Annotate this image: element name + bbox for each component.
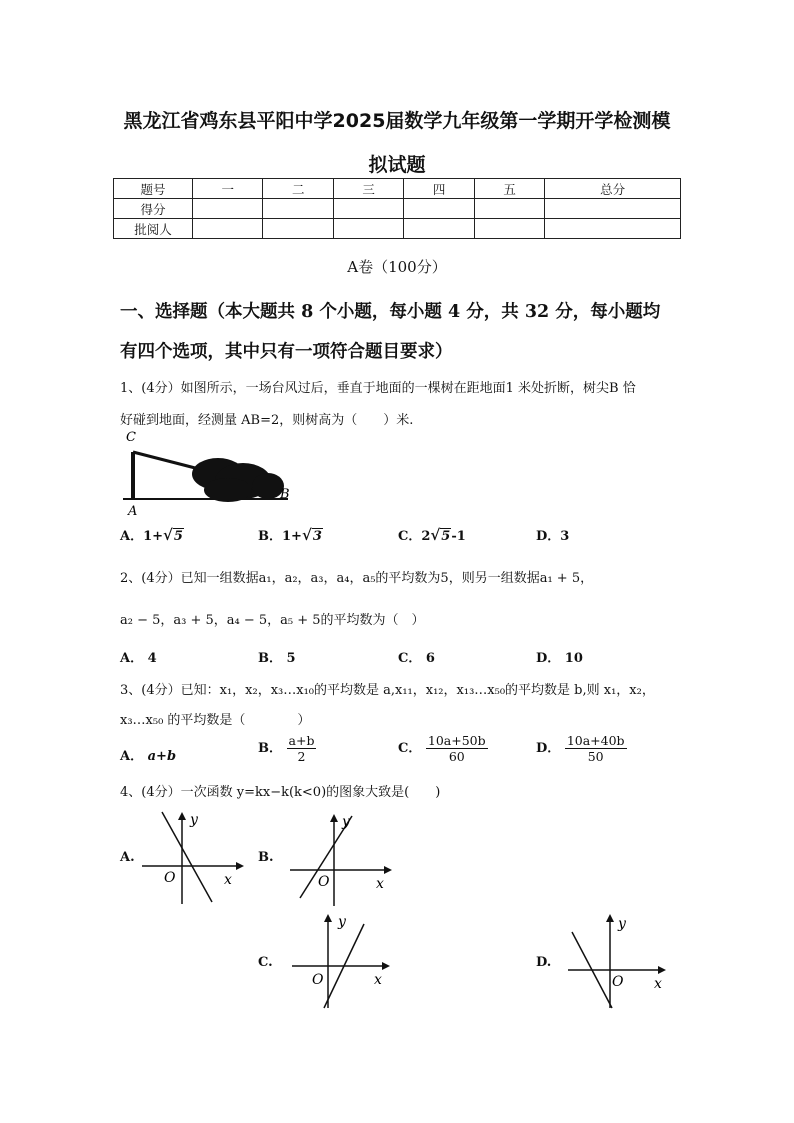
table-cell: 得分 bbox=[114, 199, 193, 219]
question-3-line2: x₃…x₅₀ 的平均数是（ ） bbox=[120, 713, 311, 728]
score-input-cell bbox=[333, 199, 403, 219]
table-cell: 五 bbox=[474, 179, 544, 199]
table-cell: 总分 bbox=[545, 179, 681, 199]
table-cell: 二 bbox=[263, 179, 333, 199]
graph-option-c bbox=[290, 910, 400, 1010]
function-line bbox=[162, 812, 212, 902]
score-input-cell bbox=[404, 219, 474, 239]
q4-option-c-label: C. bbox=[258, 955, 273, 970]
question-1-line2: 好碰到地面，经测量 AB=2，则树高为（ ）米. bbox=[120, 413, 414, 428]
svg-text:x: x bbox=[374, 972, 382, 988]
svg-text:y: y bbox=[342, 814, 350, 830]
score-table bbox=[113, 178, 681, 239]
label-c: C bbox=[126, 430, 136, 445]
q1-option-d: D．3 bbox=[536, 529, 570, 544]
score-input-cell bbox=[193, 219, 263, 239]
graph-option-d bbox=[566, 910, 676, 1010]
broken-top bbox=[133, 452, 203, 470]
q1-option-a: A．1+√5 bbox=[120, 526, 183, 544]
page-title-line2: 拟试题 bbox=[368, 154, 426, 176]
table-cell: 批阅人 bbox=[114, 219, 193, 239]
table-cell: 一 bbox=[193, 179, 263, 199]
svg-text:y: y bbox=[618, 916, 626, 932]
table-row bbox=[114, 179, 681, 199]
q1-option-c: C．2√5-1 bbox=[398, 526, 466, 544]
q2-option-c: C． 6 bbox=[398, 651, 435, 666]
section-heading-line1: 一、选择题（本大题共 8 个小题，每小题 4 分，共 32 分，每小题均 bbox=[120, 302, 661, 322]
score-input-cell bbox=[474, 199, 544, 219]
q4-option-d-label: D. bbox=[536, 955, 552, 970]
score-input-cell bbox=[545, 199, 681, 219]
table-row bbox=[114, 199, 681, 219]
label-a: A bbox=[128, 504, 138, 518]
table-row bbox=[114, 219, 681, 239]
question-2-line2: a₂ − 5，a₃ + 5，a₄ − 5，a₅ + 5的平均数为（ ） bbox=[120, 613, 425, 628]
question-3-line1: 3、(4分）已知：x₁，x₂，x₃…x₁₀的平均数是 a,x₁₁，x₁₂，x₁₃…x₅₀的平均数是 b,则 x₁，x₂， bbox=[120, 683, 655, 698]
svg-text:x: x bbox=[224, 872, 232, 888]
svg-text:O: O bbox=[164, 870, 176, 886]
q2-option-d: D． 10 bbox=[536, 651, 583, 666]
score-input-cell bbox=[263, 199, 333, 219]
section-heading-line2: 有四个选项，其中只有一项符合题目要求） bbox=[120, 342, 453, 362]
label-b: B bbox=[280, 487, 290, 502]
q2-option-a: A． 4 bbox=[120, 651, 157, 666]
q3-option-a: A． a+b bbox=[120, 749, 177, 764]
graph-option-a bbox=[140, 806, 250, 906]
question-2-line1: 2、(4分）已知一组数据a₁，a₂，a₃，a₄，a₅的平均数为5，则另一组数据a₁ + 5， bbox=[120, 571, 594, 586]
q2-option-b: B． 5 bbox=[258, 651, 296, 666]
score-input-cell bbox=[404, 199, 474, 219]
svg-text:O: O bbox=[312, 972, 324, 988]
svg-text:y: y bbox=[338, 914, 346, 930]
svg-text:O: O bbox=[318, 874, 330, 890]
tree-crown bbox=[192, 458, 284, 502]
score-input-cell bbox=[263, 219, 333, 239]
svg-text:y: y bbox=[190, 812, 198, 828]
table-cell: 四 bbox=[404, 179, 474, 199]
question-1-line1: 1、(4分）如图所示，一场台风过后，垂直于地面的一棵树在距地面1 米处折断，树尖B 恰 bbox=[120, 381, 636, 396]
q4-option-b-label: B. bbox=[258, 850, 274, 865]
score-input-cell bbox=[333, 219, 403, 239]
svg-text:x: x bbox=[654, 976, 662, 992]
volume-heading: A卷（100分） bbox=[347, 258, 447, 276]
svg-text:x: x bbox=[376, 876, 384, 892]
graph-option-b bbox=[288, 808, 398, 908]
svg-text:O: O bbox=[612, 974, 624, 990]
q3-option-d: D． $\frac{10a+40b}{50}$ bbox=[536, 733, 625, 764]
score-input-cell bbox=[193, 199, 263, 219]
table-cell: 三 bbox=[333, 179, 403, 199]
score-input-cell bbox=[474, 219, 544, 239]
score-input-cell bbox=[545, 219, 681, 239]
question-4-text: 4、(4分）一次函数 y=kx−k(k<0)的图象大致是( ) bbox=[120, 785, 441, 800]
q4-option-a-label: A. bbox=[120, 850, 135, 865]
broken-tree-figure bbox=[118, 426, 290, 518]
q1-option-b: B．1+√3 bbox=[258, 526, 322, 544]
page-title-line1: 黑龙江省鸡东县平阳中学2025届数学九年级第一学期开学检测模 bbox=[123, 110, 671, 132]
q3-option-b: B． $\frac{a+b}{2}$ bbox=[258, 733, 315, 764]
q3-option-c: C． $\frac{10a+50b}{60}$ bbox=[398, 733, 486, 764]
table-cell: 题号 bbox=[114, 179, 193, 199]
